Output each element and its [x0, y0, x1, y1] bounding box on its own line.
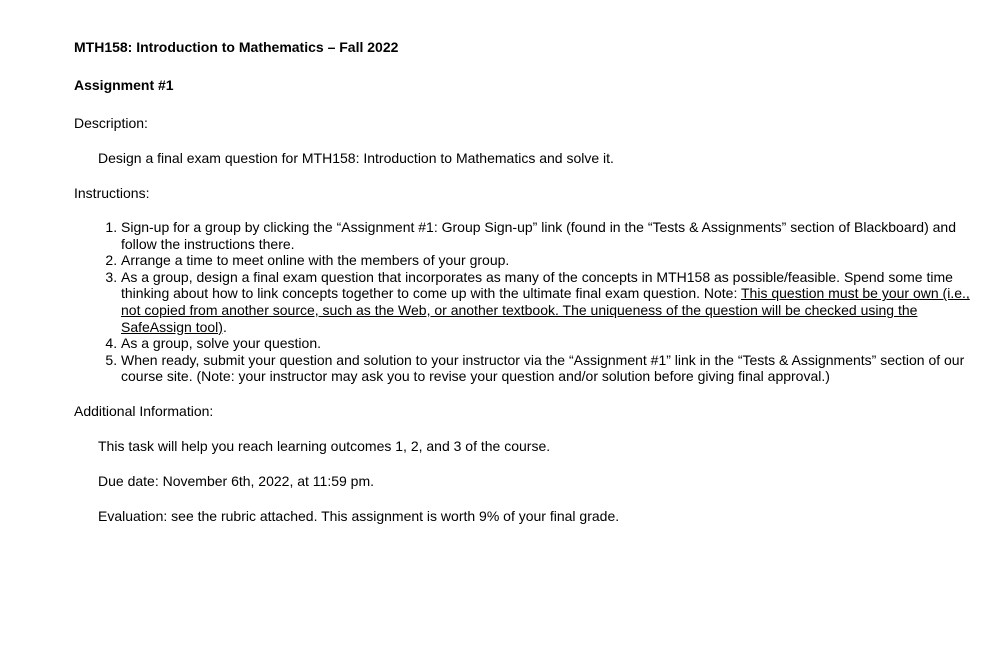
instruction-text: As a group, design a final exam question that incorporates as many of the concepts in MTH158 as possible/feasible. Spend some time thinking about how to link concepts together to come up with the ultimate final exam question. Note:	[121, 268, 953, 302]
instruction-item	[121, 335, 979, 352]
instruction-item	[121, 352, 979, 385]
instruction-text: As a group, solve your question.	[121, 335, 322, 352]
description-text: Design a final exam question for MTH158: Introduction to Mathematics and solve it.	[98, 150, 614, 166]
evaluation-text: Evaluation: see the rubric attached. This assignment is worth 9% of your final grade.	[98, 507, 620, 524]
instruction-suffix: .	[222, 318, 227, 335]
instructions-list	[74, 219, 979, 385]
assignment-document	[74, 38, 979, 525]
due-date-text: Due date: November 6th, 2022, at 11:59 pm.	[98, 472, 375, 489]
uniqueness-note: This question must be your own (i.e., not copied from another source, such as the Web, or another textbook. The uniqueness of the question will be checked using the SafeAssign tool)	[121, 285, 970, 335]
description-label: Description:	[74, 115, 148, 131]
instruction-text: Sign-up for a group by clicking the “Assignment #1: Group Sign-up” link (found in the “Tests & Assignments” section of Blackboard) and follow the instructions there.	[121, 219, 956, 252]
instructions-label: Instructions:	[74, 185, 150, 201]
additional-info-label: Additional Information:	[74, 402, 214, 419]
assignment-title: Assignment #1	[74, 77, 174, 93]
course-title: MTH158: Introduction to Mathematics – Fall 2022	[74, 39, 399, 55]
instruction-item	[121, 269, 979, 335]
instruction-item	[121, 252, 979, 269]
instruction-text: Arrange a time to meet online with the members of your group.	[121, 252, 510, 269]
learning-outcomes-text: This task will help you reach learning outcomes 1, 2, and 3 of the course.	[98, 437, 551, 454]
instruction-text: When ready, submit your question and solution to your instructor via the “Assignment #1” link in the “Tests & Assignments” section of our course site. (Note: your instructor may ask you to revise your question and/or solution before giving final approval.)	[121, 351, 965, 385]
instruction-item	[121, 219, 979, 252]
